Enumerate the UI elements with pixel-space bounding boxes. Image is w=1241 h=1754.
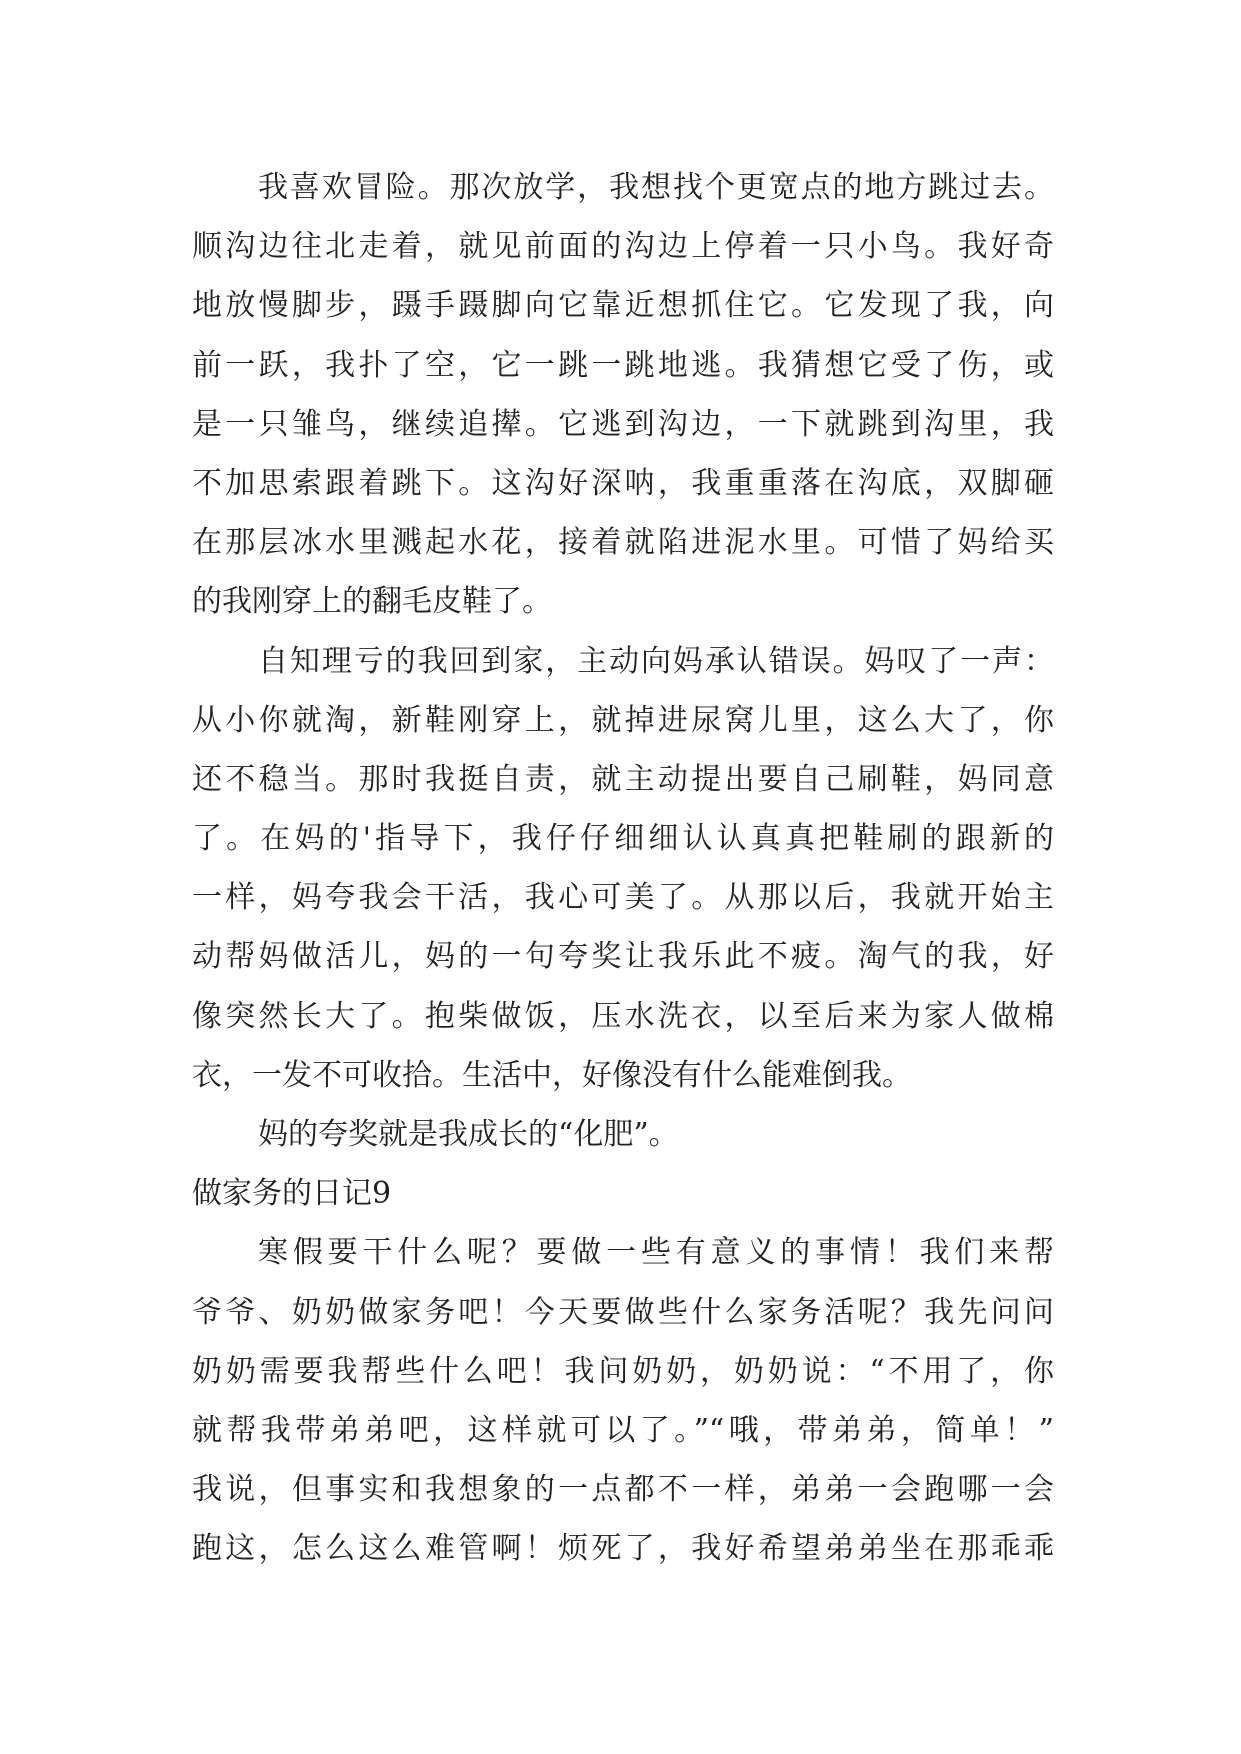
text-line: 顺沟边往北走着，就见前面的沟边上停着一只小鸟。我好奇: [192, 229, 1054, 265]
document-body: [192, 158, 1054, 1579]
text-line: 跑这，怎么这么难管啊！烦死了，我好希望弟弟坐在那乖乖: [192, 1531, 1054, 1567]
text-line: 是一只雏鸟，继续追撵。它逃到沟边，一下就跳到沟里，我: [192, 406, 1054, 442]
text-line: 从小你就淘，新鞋刚穿上，就掉进尿窝儿里，这么大了，你: [192, 702, 1054, 738]
paragraph: [192, 632, 1054, 1106]
paragraph: [192, 1105, 1054, 1164]
text-line: 前一跃，我扑了空，它一跳一跳地逃。我猜想它受了伤，或: [192, 347, 1054, 383]
text-line: 像突然长大了。抱柴做饭，压水洗衣，以至后来为家人做棉: [192, 998, 1054, 1034]
text-line: 自知理亏的我回到家，主动向妈承认错误。妈叹了一声：: [258, 643, 1054, 679]
section-title: 做家务的日记9: [192, 1176, 392, 1212]
text-line: 还不稳当。那时我挺自责，就主动提出要自己刷鞋，妈同意: [192, 761, 1054, 797]
paragraph: [192, 1223, 1054, 1578]
paragraph: [192, 158, 1054, 632]
text-line: 衣，一发不可收拾。生活中，好像没有什么能难倒我。: [192, 1057, 912, 1093]
text-line: 地放慢脚步，蹑手蹑脚向它靠近想抓住它。它发现了我，向: [192, 288, 1054, 324]
text-line: 寒假要干什么呢？要做一些有意义的事情！我们来帮: [258, 1235, 1054, 1271]
text-line: 在那层冰水里溅起水花，接着就陷进泥水里。可惜了妈给买: [192, 525, 1054, 561]
text-line: 爷爷、奶奶做家务吧！今天要做些什么家务活呢？我先问问: [192, 1294, 1054, 1330]
text-line: 奶奶需要我帮些什么吧！我问奶奶，奶奶说：“不用了，你: [192, 1353, 1054, 1389]
text-line: 不加思索跟着跳下。这沟好深呐，我重重落在沟底，双脚砸: [192, 465, 1054, 501]
text-line: 一样，妈夸我会干活，我心可美了。从那以后，我就开始主: [192, 880, 1054, 916]
text-line: 就帮我带弟弟吧，这样就可以了。”“哦，带弟弟，简单！”: [192, 1412, 1054, 1448]
text-line: 妈的夸奖就是我成长的“化肥”。: [258, 1117, 679, 1152]
text-line: 动帮妈做活儿，妈的一句夸奖让我乐此不疲。淘气的我，好: [192, 939, 1054, 975]
text-line: 我喜欢冒险。那次放学，我想找个更宽点的地方跳过去。: [258, 170, 1054, 205]
text-line: 了。在妈的'指导下，我仔仔细细认认真真把鞋刷的跟新的: [192, 821, 1054, 857]
text-line: 的我刚穿上的翻毛皮鞋了。: [192, 584, 552, 620]
text-line: 我说，但事实和我想象的一点都不一样，弟弟一会跑哪一会: [192, 1472, 1054, 1508]
